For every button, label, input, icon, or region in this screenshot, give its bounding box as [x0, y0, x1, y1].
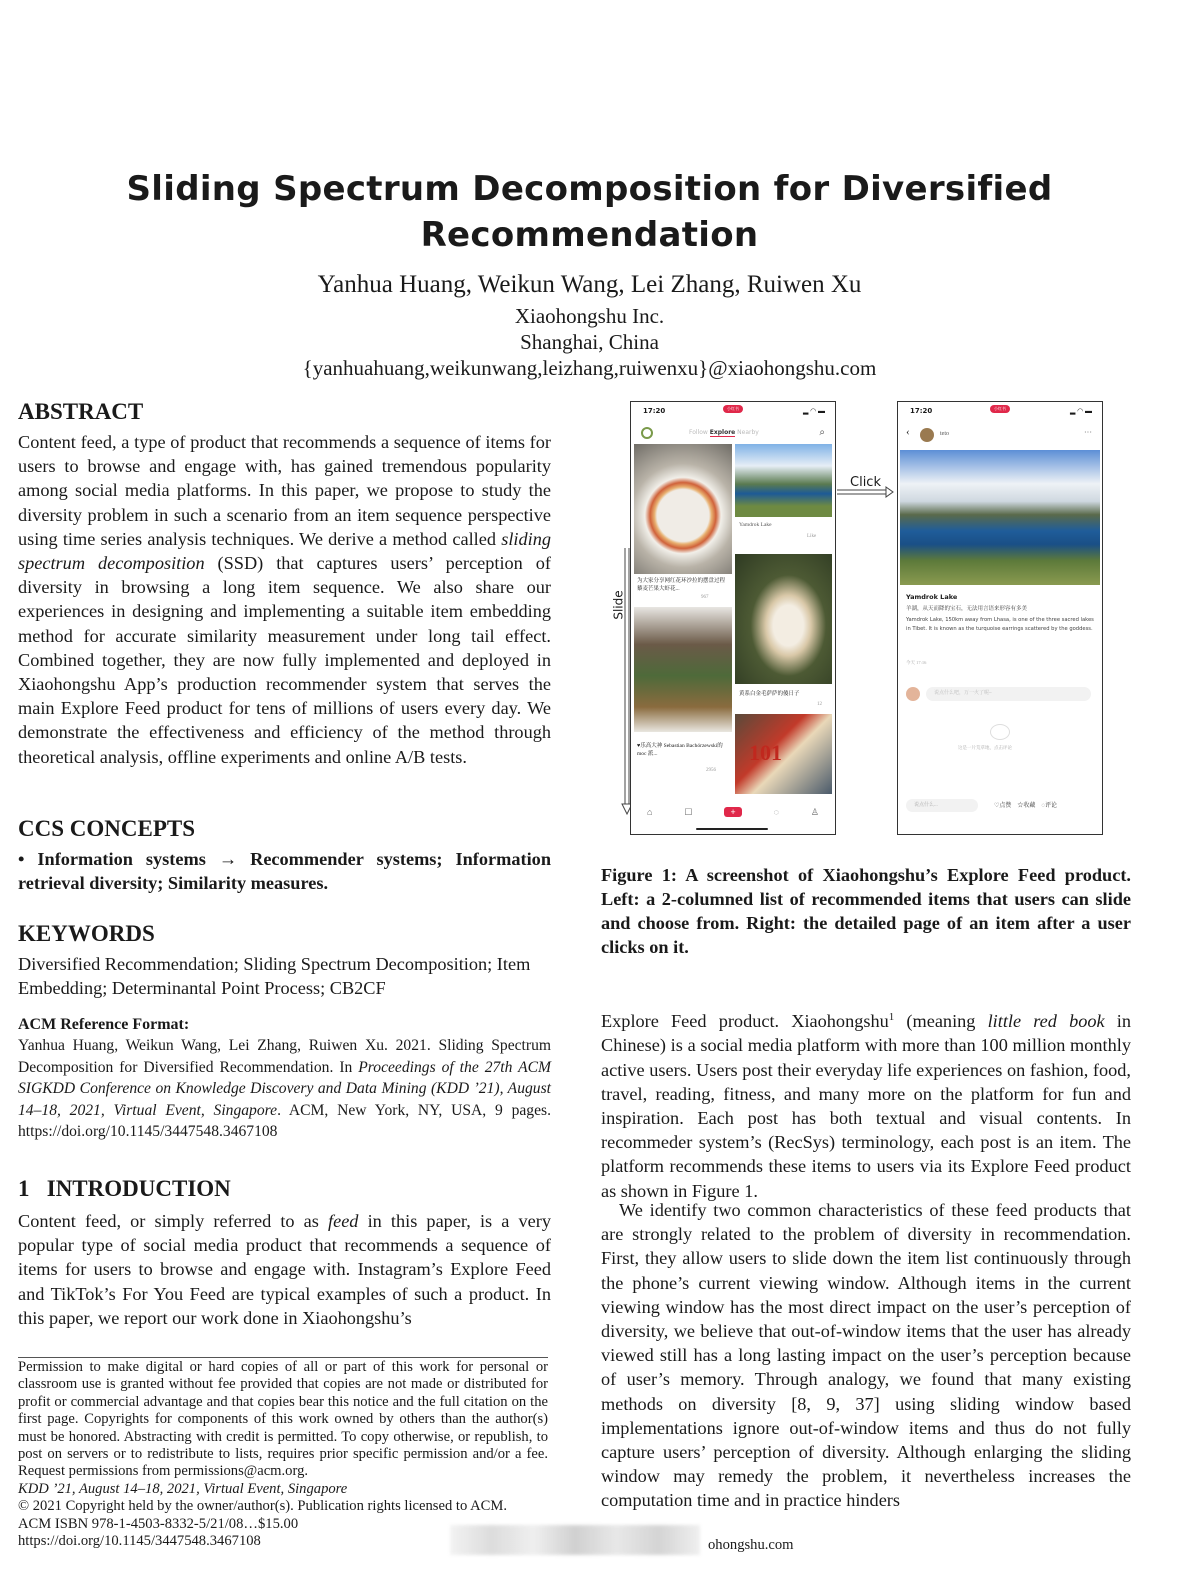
status-icons: ▂ ◠ ▬: [803, 407, 825, 415]
app-badge: 小红书: [990, 405, 1010, 413]
post-chinese-text: 羊湖，从天而降的宝石，无法用言语来形容有多美: [906, 606, 1028, 612]
tab-follow[interactable]: Follow: [689, 429, 708, 436]
status-time: 17:20: [643, 407, 666, 415]
back-icon[interactable]: ‹: [906, 426, 910, 438]
like-button[interactable]: [994, 800, 1011, 809]
introduction-right-paragraph-2: We identify two common characteristics of these feed products that are strongly related to the problem of diversity in recommendation. First, they allow users to slide down the item list continuously through the phone’s current viewing window. Although items in the current viewing window has the most direct impact on the user’s perception of diversity, we believe that out-of-window items that the user has already viewed still has a long lasting impact on the user’s perception because of user’s memory. Through analogy, we found that many existing methods on diversity [8, 9, 37] using sliding window based implementations ignore out-of-window items and thus do not fully capture users’ perception of diversity. Although enlarging the sliding window may remedy the problem, it nevertheless increases the computation time and in practice hinders: [601, 1200, 1131, 1511]
commenter-avatar: [906, 687, 920, 701]
tab-nearby[interactable]: Nearby: [737, 429, 759, 436]
acm-reference-part: Yanhua Huang, Weikun Wang, Lei Zhang, Ruiwen Xu. 2021. Sliding Spectrum Decomposition for Diversified Recommendation. In: [18, 1037, 551, 1076]
abstract-text: [18, 430, 551, 769]
acm-reference-section: [18, 1015, 551, 1143]
introduction-section: [18, 1175, 551, 1330]
intro-text-part: Content feed, or simply referred to as: [18, 1211, 328, 1231]
card-image-lego[interactable]: [634, 607, 732, 732]
card-image-lake[interactable]: [735, 444, 832, 517]
home-indicator: [696, 828, 768, 830]
abstract-section: [18, 398, 551, 769]
store-icon[interactable]: ☐: [684, 806, 693, 817]
status-time: 17:20: [910, 407, 933, 415]
card-title: ♥乐高大神 Sebastian Bachórzewski的moc 派...: [637, 743, 723, 757]
left-phone-screenshot: [630, 401, 836, 835]
permission-text: Permission to make digital or hard copies of all or part of this work for personal or classroom use is granted without fee provided that copies are not made or distributed for profit or commercial advantage and that copies bear this notice and the full citation on the first page. Copyrights for components of this work owned by others than the author(s) must be honored. Abstracting with credit is permitted. To copy otherwise, or republish, to post on servers or to redistribute to lists, requires prior specific permission and/or a fee. Request permissions from permissions@acm.org.: [18, 1359, 548, 1480]
keywords-text: Diversified Recommendation; Sliding Spectrum Decomposition; Item Embedding; Determinantal Point Process; CB2CF: [18, 954, 531, 999]
copyright-line: © 2021 Copyright held by the owner/author(s). Publication rights licensed to ACM.: [18, 1498, 507, 1515]
card-likes: Like: [807, 534, 817, 539]
affiliation: Xiaohongshu Inc.: [514, 304, 665, 328]
abstract-text-part: (SSD) that captures users’ perception of diversity in browsing a long item sequence. We also share our experiences in designing and implementing a suitable item embedding method for accurate similarity measurement under long tail effect. Combined together, they are now fully implemented and deployed in Xiaohongshu App’s production recommender system that serves the main Explore Feed product for tens of millions of users every day. We demonstrate the effectiveness and efficiency of the method through theoretical analysis, offline experiments and online A/B tests.: [18, 553, 551, 767]
slide-arrow: [606, 548, 630, 818]
card-image-magazine[interactable]: [735, 714, 832, 794]
click-label: Click: [850, 475, 881, 490]
ccs-section: [18, 815, 551, 895]
home-icon[interactable]: ⌂: [646, 807, 653, 817]
like-label: 点赞: [999, 803, 1012, 809]
card-title: 为大家分享网红花环沙拉的摆盘过程 藜麦芒果大虾花...: [637, 578, 726, 592]
down-arrow-icon: [606, 548, 630, 818]
right-footnote-text: ohongshu.com: [708, 1537, 794, 1553]
more-icon[interactable]: ···: [1084, 428, 1092, 437]
messages-icon[interactable]: ◌: [773, 807, 779, 817]
app-badge: 小红书: [723, 405, 743, 413]
permission-footnote: [18, 1359, 548, 1550]
intro-text-part: Explore Feed product. Xiaohongshu: [601, 1011, 889, 1032]
bottom-nav-bar: [631, 797, 835, 827]
footnote-marker[interactable]: 1: [888, 1011, 895, 1023]
status-icons: ▂ ◠ ▬: [1070, 407, 1092, 415]
introduction-paragraph-1: [18, 1209, 551, 1330]
collect-button[interactable]: [1017, 800, 1035, 809]
figure-1: [600, 398, 1130, 843]
abstract-emphasis: sliding spectrum decomposition: [18, 528, 551, 574]
magazine-number: 101: [749, 740, 782, 765]
email: {yanhuahuang,weikunwang,leizhang,ruiwenxu}@xiaohongshu.com: [302, 356, 877, 380]
post-text: Yamdrok Lake, 150km away from Lhasa, is one of the three sacred lakes in Tibet. It is known as the turquoise earrings scattered by the goddess.: [906, 617, 1094, 632]
ccs-heading: CCS CONCEPTS: [18, 816, 196, 841]
isbn-line: ACM ISBN 978-1-4503-8332-5/21/08…$15.00: [18, 1515, 299, 1532]
watermark-overlay: [450, 1525, 700, 1555]
figure-1-caption: Figure 1: A screenshot of Xiaohongshu’s Explore Feed product. Left: a 2-columned list of recommended items that users can slide and choose from. Right: the detailed page of an item after a user clicks on it.: [601, 865, 1131, 957]
post-title: Yamdrok Lake: [906, 593, 958, 601]
card-likes: 967: [701, 595, 709, 600]
acm-reference-heading: ACM Reference Format:: [18, 1016, 190, 1033]
card-title: Yamdrok Lake: [739, 522, 772, 528]
paper-title-line-1: Sliding Spectrum Decomposition for Diversified: [126, 169, 1053, 209]
intro-emphasis: feed: [328, 1211, 359, 1231]
comment-input[interactable]: 说点什么吧，万一火了呢~: [926, 687, 1091, 701]
intro-text-part: in this paper, is a very popular type of social media product that recommends a sequence of items for users to browse and engage with. Instagram’s Explore Feed and TikTok’s For You Feed are typical examples of such a product. In this paper, we report our work done in Xiaohongshu’s: [18, 1211, 551, 1328]
footnote-divider: [18, 1357, 548, 1358]
introduction-right-paragraph-1: [601, 1005, 1131, 1203]
post-actions: [994, 800, 1057, 809]
card-image-dog[interactable]: [735, 554, 832, 684]
user-avatar[interactable]: [920, 428, 934, 442]
paper-title: [0, 166, 1179, 258]
abstract-heading: ABSTRACT: [18, 399, 144, 424]
doi-link[interactable]: https://doi.org/10.1145/3447548.3467108: [18, 1533, 261, 1550]
intro-emphasis: little red book: [987, 1011, 1105, 1032]
tab-explore[interactable]: Explore: [709, 429, 736, 436]
location: Shanghai, China: [520, 330, 659, 354]
card-likes: 12: [817, 702, 822, 707]
empty-comment-text: 这是一片荒草地，点击评论: [958, 745, 1012, 750]
heart-icon: ♡: [994, 803, 1000, 809]
right-phone-screenshot: [897, 401, 1103, 835]
venue-line: KDD ’21, August 14–18, 2021, Virtual Event, Singapore: [18, 1480, 348, 1497]
intro-text-part: (meaning: [894, 1011, 988, 1032]
collect-label: 收藏: [1023, 803, 1036, 809]
post-date: 今天 17:16: [906, 660, 927, 665]
username[interactable]: teto: [940, 431, 949, 437]
acm-reference-part: . ACM, New York, NY, USA, 9 pages. https://doi.org/10.1145/3447548.3467108: [18, 1101, 551, 1140]
slide-label: Slide: [611, 590, 626, 620]
comment-icon: ◌: [1041, 803, 1046, 809]
keywords-section: [18, 920, 551, 1000]
introduction-heading: 1 INTRODUCTION: [18, 1176, 231, 1201]
card-image-salad[interactable]: [634, 444, 732, 574]
empty-comment-icon: [990, 724, 1010, 740]
card-likes: 2956: [706, 768, 716, 773]
ccs-text: • Information systems → Recommender systems; Information retrieval diversity; Similarity measures.: [18, 849, 551, 894]
comment-button[interactable]: [1041, 800, 1057, 809]
author-list: Yanhua Huang, Weikun Wang, Lei Zhang, Ruiwen Xu: [317, 271, 862, 298]
comment-label: 评论: [1045, 803, 1058, 809]
paper-title-line-2: Recommendation: [420, 215, 759, 255]
acm-reference-text: [18, 1035, 551, 1143]
bottom-comment-input[interactable]: 说点什么...: [906, 799, 978, 812]
abstract-text-part: Content feed, a type of product that recommends a sequence of items for users to browse and engage with, has gained tremendous popularity among social media platforms. In this paper, we propose to study the diversity problem in such a scenario from an item sequence perspective using time series analysis techniques. We derive a method called: [18, 432, 551, 549]
keywords-heading: KEYWORDS: [18, 921, 155, 946]
profile-icon[interactable]: ♙: [810, 806, 819, 817]
right-arrow-icon: [837, 486, 897, 498]
star-icon: ☆: [1017, 803, 1024, 809]
search-icon[interactable]: ⌕: [819, 427, 825, 438]
intro-text-part: in Chinese) is a social media platform with more than 100 million monthly active users. Users post their everyday life experiences on fashion, food, travel, reading, fitness, and many more on the platform for fun and inspiration. Each post has both textual and visual contents. In recommeder system’s (RecSys) terminology, each post is an item. The platform recommends these items to users via its Explore Feed product as shown in Figure 1.: [601, 1011, 1131, 1201]
acm-reference-venue: Proceedings of the 27th ACM SIGKDD Conference on Knowledge Discovery and Data Mining (KDD ’21), August 14–18, 2021, Virtual Event, Singapore: [18, 1058, 552, 1119]
post-button[interactable]: +: [724, 807, 741, 817]
card-title: 黄系白金毛萨萨的傻日子: [739, 691, 800, 697]
camera-icon[interactable]: [641, 427, 653, 439]
post-image-lake[interactable]: [900, 450, 1100, 585]
feed-tabs: [689, 429, 759, 436]
